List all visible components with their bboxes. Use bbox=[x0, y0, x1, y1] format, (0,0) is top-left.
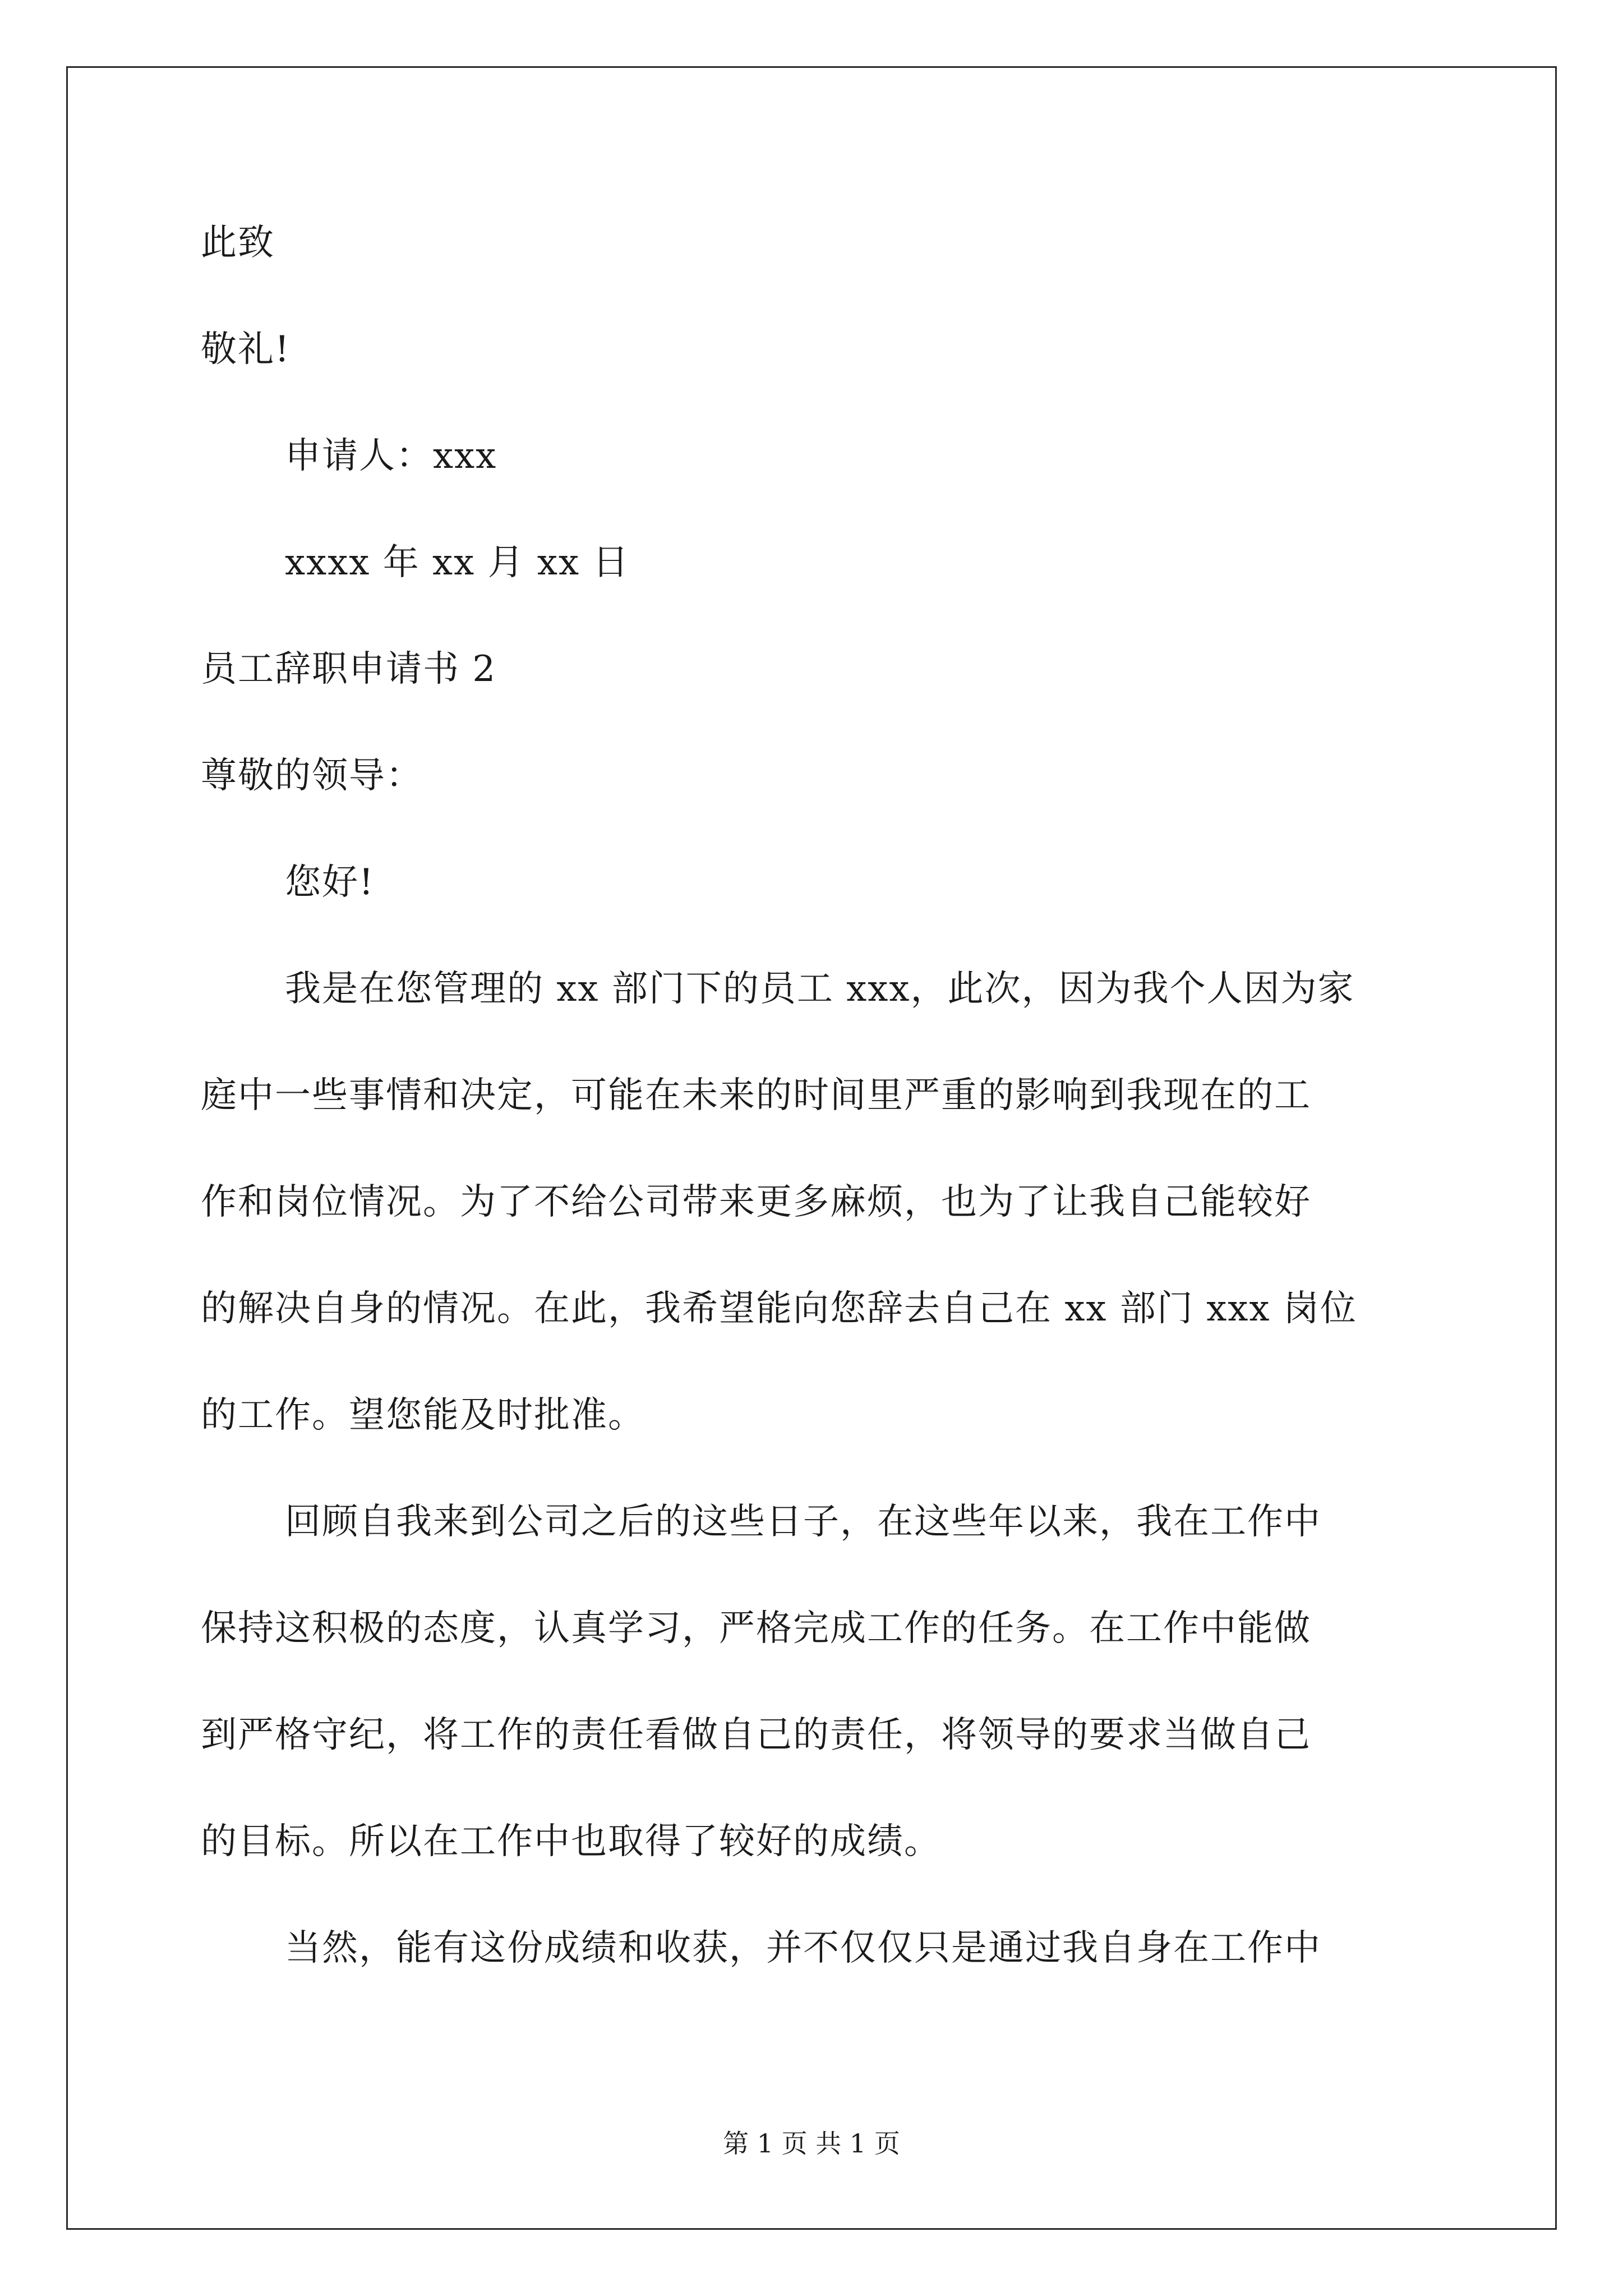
date-line: xxxx 年 xx 月 xx 日 bbox=[285, 542, 630, 583]
paragraph-line: 的目标。所以在工作中也取得了较好的成绩。 bbox=[201, 1821, 941, 1862]
paragraph-line: 作和岗位情况。为了不给公司带来更多麻烦，也为了让我自己能较好 bbox=[201, 1181, 1311, 1223]
salutation: 尊敬的领导： bbox=[201, 755, 423, 797]
paragraph-line: 的解决自身的情况。在此，我希望能向您辞去自己在 xx 部门 xxx 岗位 bbox=[201, 1288, 1357, 1329]
applicant-line: 申请人：xxx bbox=[285, 435, 497, 477]
paragraph-line: 庭中一些事情和决定，可能在未来的时间里严重的影响到我现在的工 bbox=[201, 1075, 1311, 1116]
letter-body bbox=[201, 222, 1430, 1970]
paragraph-3 bbox=[201, 1927, 1430, 1970]
paragraph-line: 我是在您管理的 xx 部门下的员工 xxx，此次，因为我个人因为家 bbox=[285, 968, 1355, 1010]
closing-line-2: 敬礼! bbox=[201, 329, 291, 370]
greeting: 您好! bbox=[285, 862, 375, 903]
paragraph-line: 回顾自我来到公司之后的这些日子，在这些年以来，我在工作中 bbox=[285, 1501, 1321, 1543]
paragraph-2 bbox=[201, 1501, 1430, 1863]
paragraph-line: 到严格守纪，将工作的责任看做自己的责任，将领导的要求当做自己 bbox=[201, 1714, 1311, 1756]
paragraph-1 bbox=[201, 968, 1430, 1437]
paragraph-line: 当然，能有这份成绩和收获，并不仅仅只是通过我自身在工作中 bbox=[285, 1927, 1321, 1969]
section-title: 员工辞职申请书 2 bbox=[201, 648, 497, 690]
paragraph-line: 的工作。望您能及时批准。 bbox=[201, 1395, 645, 1436]
page-footer: 第 1 页 共 1 页 bbox=[723, 2128, 900, 2159]
paragraph-line: 保持这积极的态度，认真学习，严格完成工作的任务。在工作中能做 bbox=[201, 1608, 1311, 1649]
closing-line-1: 此致 bbox=[201, 222, 275, 264]
